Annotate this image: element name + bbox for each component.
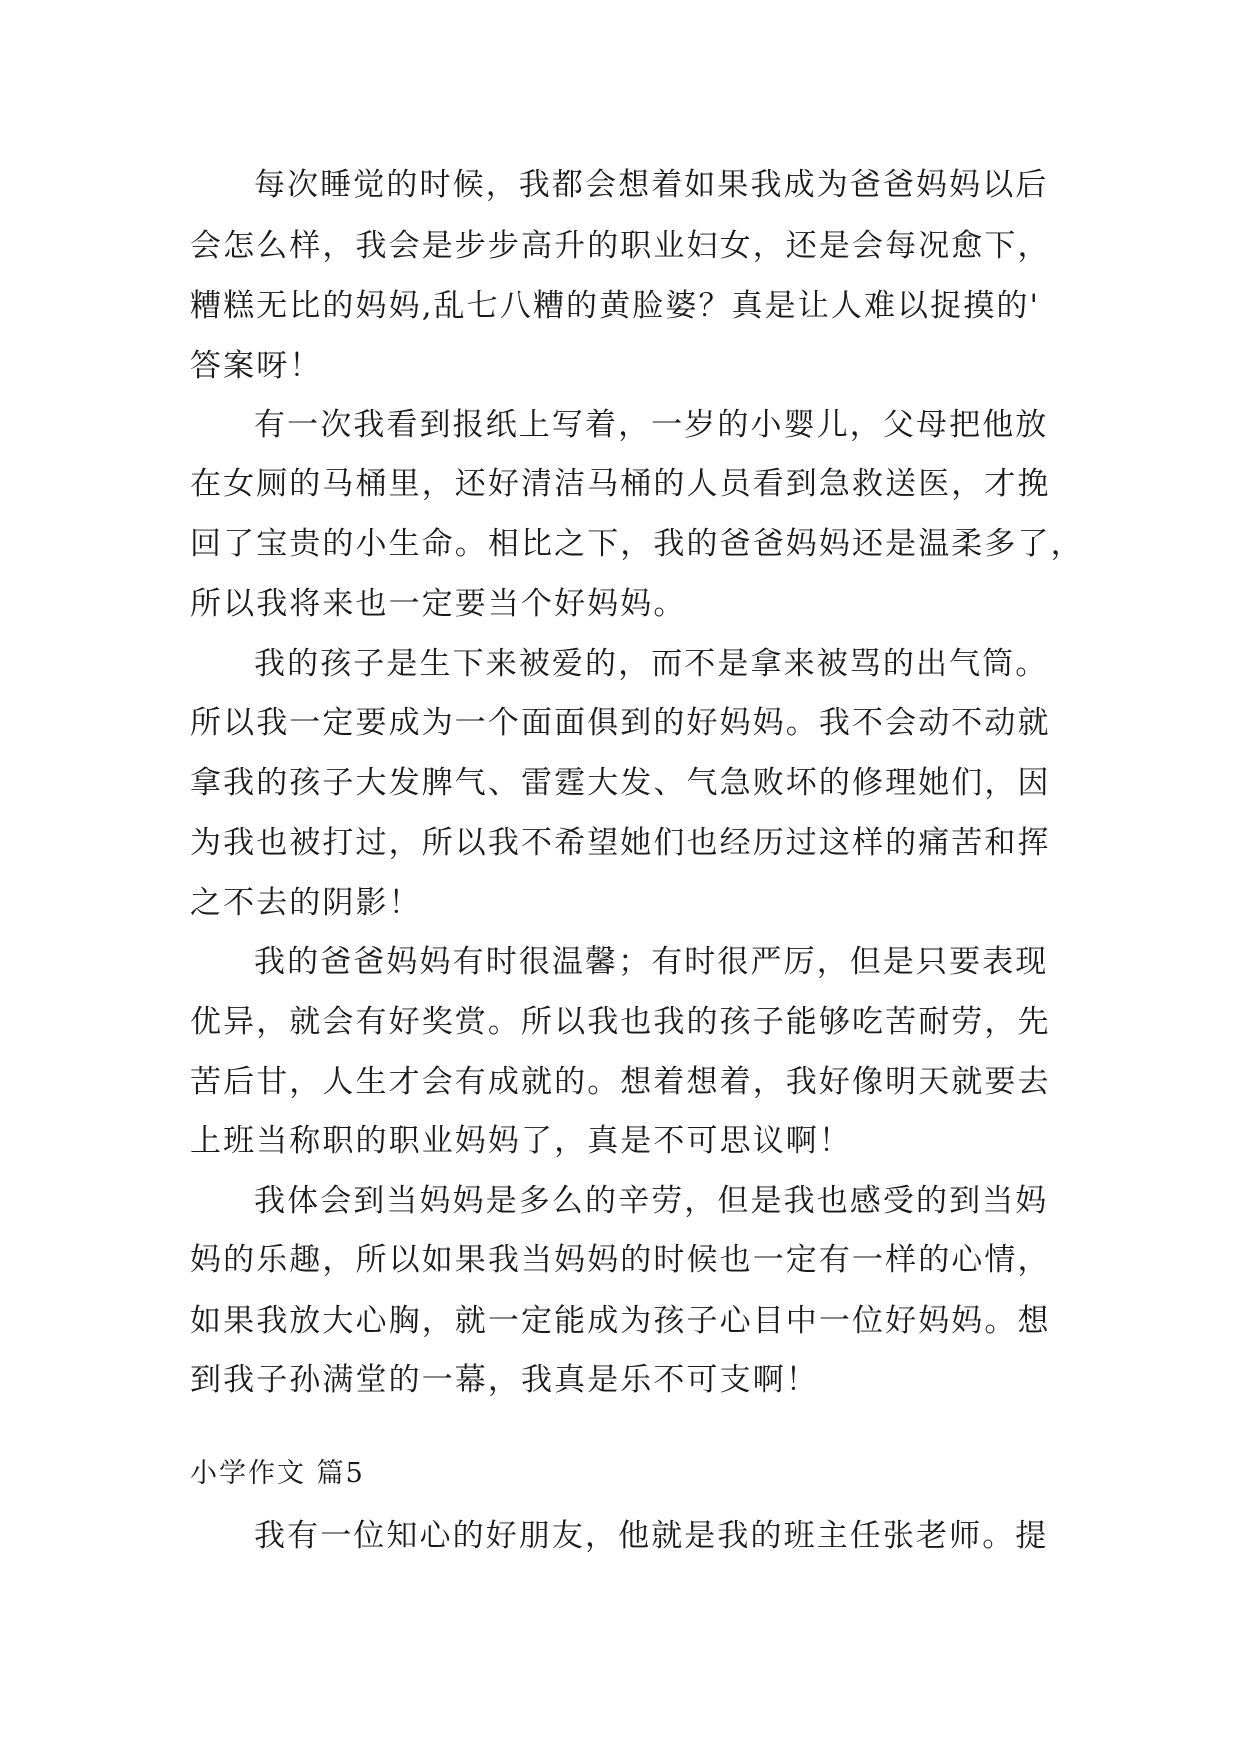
next-paragraph-line-1: 我有一位知心的好朋友，他就是我的班主任张老师。提 — [254, 1518, 1049, 1554]
paragraph-2-line-3: 回了宝贵的小生命。相比之下，我的爸爸妈妈还是温柔多了， — [190, 526, 1084, 562]
paragraph-5-line-3: 如果我放大心胸，就一定能成为孩子心目中一位好妈妈。想 — [190, 1303, 1051, 1339]
section-heading: 小学作文 篇5 — [190, 1458, 365, 1489]
paragraph-3-line-1: 我的孩子是生下来被爱的，而不是拿来被骂的出气筒。 — [254, 646, 1049, 682]
paragraph-5-line-1: 我体会到当妈妈是多么的辛劳，但是我也感受的到当妈 — [254, 1183, 1049, 1219]
paragraph-3-line-3: 拿我的孩子大发脾气、雷霆大发、气急败坏的修理她们，因 — [190, 765, 1051, 801]
paragraph-1-line-3: 糟糕无比的妈妈,乱七八糟的黄脸婆？真是让人难以捉摸的' — [190, 288, 1041, 324]
paragraph-4-line-1: 我的爸爸妈妈有时很温馨；有时很严厉，但是只要表现 — [254, 944, 1049, 980]
paragraph-2-line-1: 有一次我看到报纸上写着，一岁的小婴儿，父母把他放 — [254, 407, 1049, 443]
paragraph-5-line-2: 妈的乐趣，所以如果我当妈妈的时候也一定有一样的心情， — [190, 1242, 1051, 1278]
paragraph-1-line-4: 答案呀！ — [190, 348, 323, 384]
paragraph-2-line-2: 在女厕的马桶里，还好清洁马桶的人员看到急救送医，才挽 — [190, 466, 1051, 502]
paragraph-2-line-4: 所以我将来也一定要当个好妈妈。 — [190, 586, 687, 622]
paragraph-1-line-1: 每次睡觉的时候，我都会想着如果我成为爸爸妈妈以后 — [254, 167, 1049, 203]
paragraph-5-line-4: 到我子孙满堂的一幕，我真是乐不可支啊！ — [190, 1362, 819, 1398]
paragraph-4-line-2: 优异，就会有好奖赏。所以我也我的孩子能够吃苦耐劳，先 — [190, 1004, 1051, 1040]
paragraph-3-line-2: 所以我一定要成为一个面面俱到的好妈妈。我不会动不动就 — [190, 705, 1051, 741]
paragraph-1-line-2: 会怎么样，我会是步步高升的职业妇女，还是会每况愈下， — [190, 228, 1051, 264]
paragraph-3-line-5: 之不去的阴影！ — [190, 885, 422, 921]
paragraph-3-line-4: 为我也被打过，所以我不希望她们也经历过这样的痛苦和挥 — [190, 825, 1051, 861]
paragraph-4-line-4: 上班当称职的职业妈妈了，真是不可思议啊！ — [190, 1123, 852, 1159]
paragraph-4-line-3: 苦后甘，人生才会有成就的。想着想着，我好像明天就要去 — [190, 1064, 1051, 1100]
